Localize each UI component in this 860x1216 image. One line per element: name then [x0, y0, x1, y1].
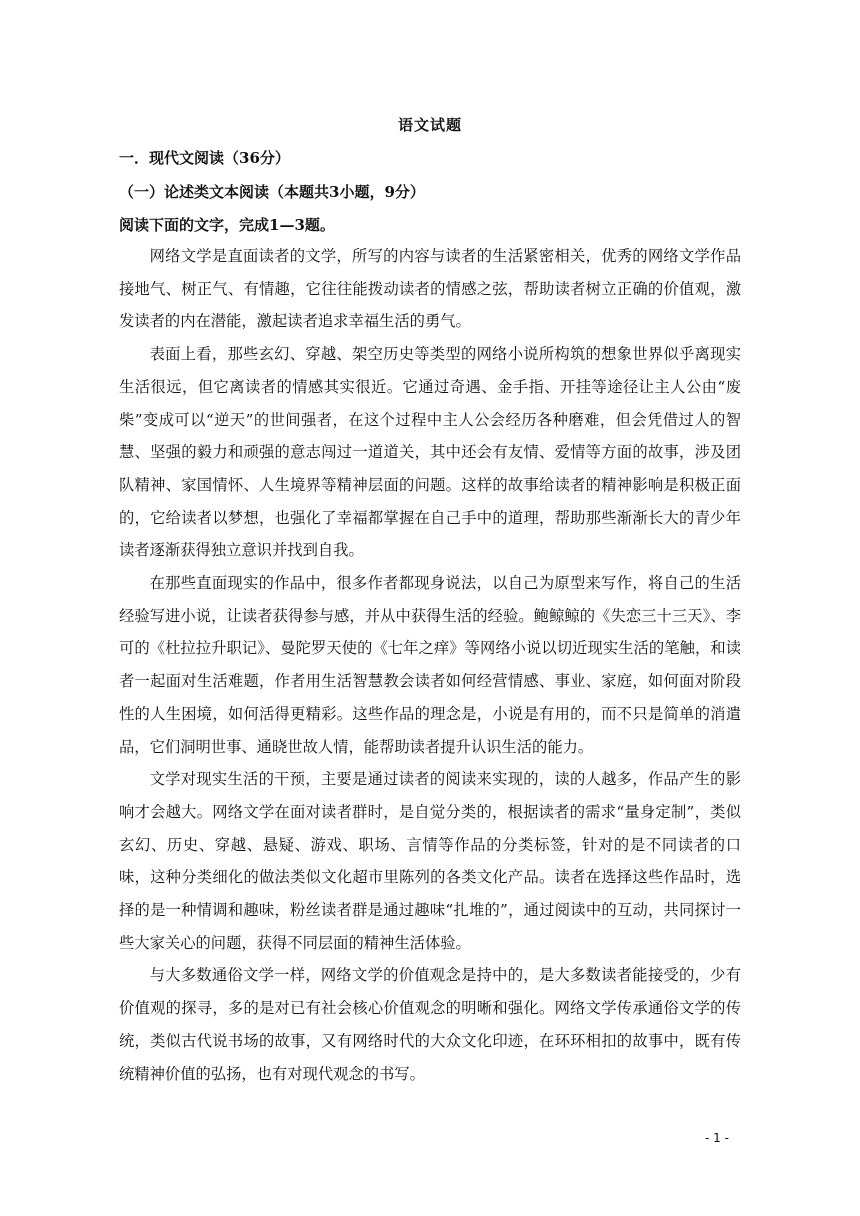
page-number: - 1 -: [705, 1131, 729, 1145]
subsection-heading: （一）论述类文本阅读（本题共3小题，9分）: [119, 183, 425, 201]
paragraph: 网络文学是直面读者的文学，所写的内容与读者的生活紧密相关，优秀的网络文学作品接地气、树正气、有情趣，它往往能拨动读者的情感之弦，帮助读者树立正确的价值观，激发读者的内在潜能，激起读者追求幸福生活的勇气。: [119, 247, 741, 331]
paragraph: 文学对现实生活的干预，主要是通过读者的阅读来实现的，读的人越多，作品产生的影响才会越大。网络文学在面对读者群时，是自觉分类的，根据读者的需求“量身定制”，类似玄幻、历史、穿越、悬疑、游戏、职场、言情等作品的分类标签，针对的是不同读者的口味，这种分类细化的做法类似文化超市里陈列的各类文化产品。读者在选择这些作品时，选择的是一种情调和趣味，粉丝读者群是通过趣味“扎堆的”，通过阅读中的互动，共同探讨一些大家关心的问题，获得不同层面的精神生活体验。: [119, 770, 741, 952]
paragraph: 与大多数通俗文学一样，网络文学的价值观念是持中的，是大多数读者能接受的，少有价值观的探寻，多的是对已有社会核心价值观念的明晰和强化。网络文学传承通俗文学的传统，类似古代说书场的故事，又有网络时代的大众文化印迹，在环环相扣的故事中，既有传统精神价值的弘扬，也有对现代观念的书写。: [119, 966, 741, 1083]
document-title: 语文试题: [397, 116, 462, 134]
reading-instruction: 阅读下面的文字，完成1—3题。: [119, 216, 335, 234]
section-heading: 一．现代文阅读（36分）: [119, 149, 290, 167]
paragraph: 在那些直面现实的作品中，很多作者都现身说法，以自己为原型来写作，将自己的生活经验写进小说，让读者获得参与感，并从中获得生活的经验。鲍鲸鲸的《失恋三十三天》、李可的《杜拉拉升职记》、曼陀罗天使的《七年之痒》等网络小说以切近现实生活的笔触，和读者一起面对生活难题，作者用生活智慧教会读者如何经营情感、事业、家庭，如何面对阶段性的人生困境，如何活得更精彩。这些作品的理念是，小说是有用的，而不只是简单的消遣品，它们洞明世事、通晓世故人情，能帮助读者提升认识生活的能力。: [119, 574, 741, 756]
paragraph: 表面上看，那些玄幻、穿越、架空历史等类型的网络小说所构筑的想象世界似乎离现实生活很远，但它离读者的情感其实很近。它通过奇遇、金手指、开挂等途径让主人公由“废柴”变成可以“逆天”的世间强者，在这个过程中主人公会经历各种磨难，但会凭借过人的智慧、坚强的毅力和顽强的意志闯过一道道关，其中还会有友情、爱情等方面的故事，涉及团队精神、家国情怀、人生境界等精神层面的问题。这样的故事给读者的精神影响是积极正面的，它给读者以梦想，也强化了幸福都掌握在自己手中的道理，帮助那些渐渐长大的青少年读者逐渐获得独立意识并找到自我。: [119, 345, 741, 560]
article-body: [119, 240, 741, 1090]
